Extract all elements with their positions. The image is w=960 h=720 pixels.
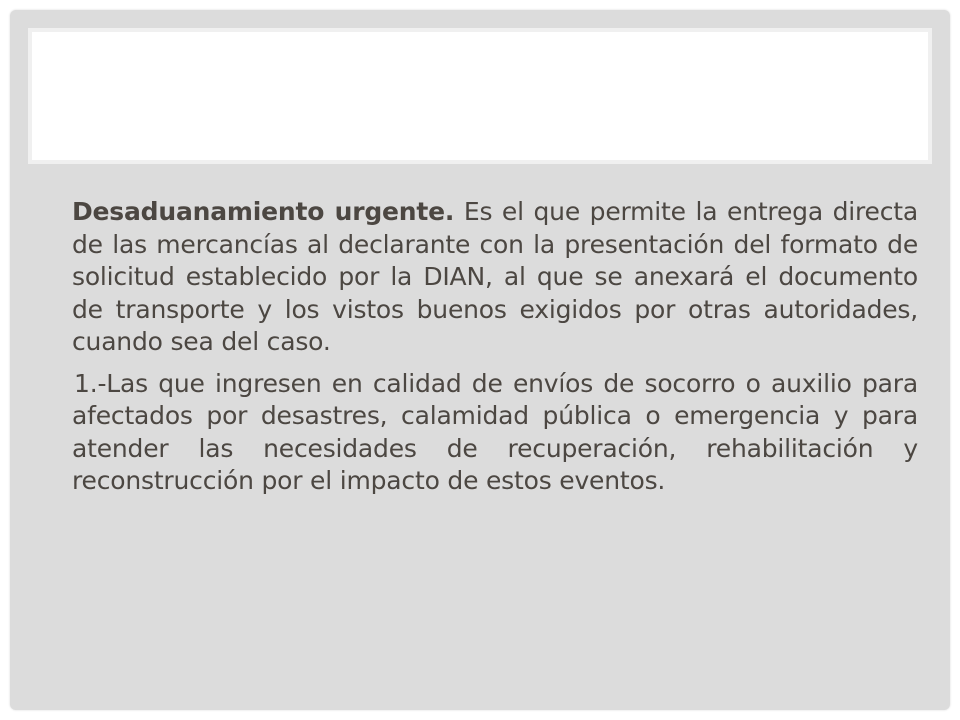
definition-term: Desaduanamiento urgente. xyxy=(72,197,455,226)
definition-text: Es el que permite la entrega directa de las mercancías al declarante con la presentación del formato de solicitud establecido por la DIAN, al que se anexará el documento de transporte y los vistos buenos exigidos por otras autoridades, cuando sea del caso. xyxy=(72,197,918,356)
slide xyxy=(10,10,950,710)
title-placeholder xyxy=(28,28,932,164)
item-1-text: 1.-Las que ingresen en calidad de envíos de socorro o auxilio para afectados por desastres, calamidad pública o emergencia y para atender las necesidades de recuperación, rehabilitación y reconstrucción por el impacto de estos eventos. xyxy=(72,368,918,495)
paragraph-item-1 xyxy=(72,368,918,498)
body-text xyxy=(72,196,918,498)
paragraph-definition xyxy=(72,196,918,359)
